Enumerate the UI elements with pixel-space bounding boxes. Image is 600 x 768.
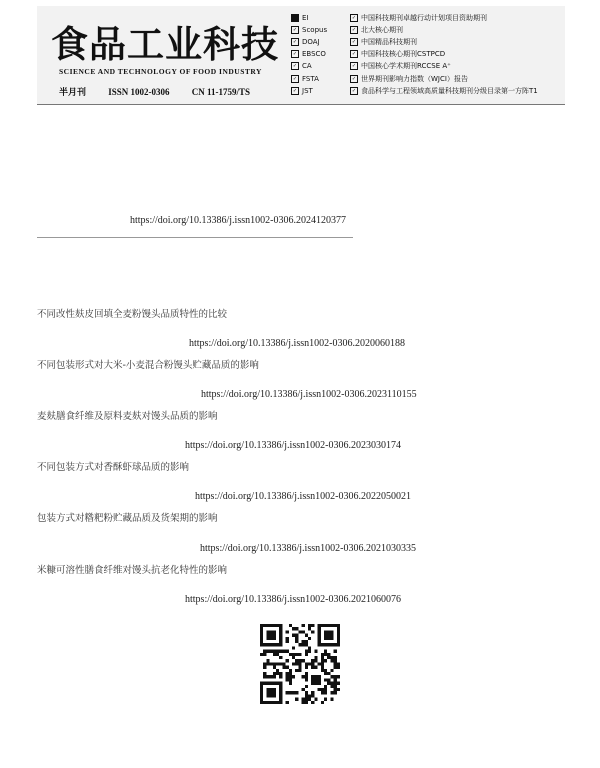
doi-divider: [37, 237, 353, 238]
index-item: ✓ 中国科技核心期刊CSTPCD: [351, 50, 446, 59]
related-article-doi[interactable]: https://doi.org/10.13386/j.issn1002-0306.2021030335: [200, 543, 416, 554]
index-item: ✓ 北大核心期刊: [351, 26, 403, 35]
related-article-doi[interactable]: https://doi.org/10.13386/j.issn1002-0306.2023030174: [185, 440, 401, 451]
issn-label: ISSN 1002-0306: [108, 87, 170, 97]
checkbox-checked-icon: ✓: [292, 27, 298, 34]
related-article-title[interactable]: 不同包装形式对大米-小麦混合粉馒头贮藏品质的影响: [37, 360, 259, 371]
related-article-doi[interactable]: https://doi.org/10.13386/j.issn1002-0306.2020060188: [189, 338, 405, 349]
checkbox-checked-icon: ✓: [351, 27, 357, 34]
journal-header: [37, 6, 565, 104]
checkbox-filled-icon: [291, 14, 299, 22]
cn-label: CN 11-1759/TS: [191, 87, 251, 97]
related-article-doi[interactable]: https://doi.org/10.13386/j.issn1002-0306.2021060076: [185, 594, 401, 605]
index-item: ✓ JST: [292, 86, 313, 95]
related-article-doi[interactable]: https://doi.org/10.13386/j.issn1002-0306.2023110155: [201, 389, 417, 400]
checkbox-checked-icon: ✓: [351, 51, 357, 58]
checkbox-checked-icon: ✓: [292, 63, 298, 70]
index-item: ✓ DOAJ: [292, 38, 320, 47]
index-item: ✓ FSTA: [292, 74, 319, 83]
index-item: ✓ 中国核心学术期刊RCCSE A⁺: [351, 62, 451, 71]
checkbox-checked-icon: ✓: [292, 87, 298, 94]
index-list-right: [350, 12, 538, 97]
article-doi-link[interactable]: https://doi.org/10.13386/j.issn1002-0306.2024120377: [130, 215, 346, 226]
index-item: ✓ CA: [292, 62, 312, 71]
checkbox-checked-icon: ✓: [351, 15, 357, 22]
checkbox-checked-icon: ✓: [351, 75, 357, 82]
related-article-title[interactable]: 米糠可溶性膳食纤维对馒头抗老化特性的影响: [37, 565, 228, 576]
publication-info: [59, 85, 270, 98]
index-item: ✓ Scopus: [292, 26, 328, 35]
checkbox-checked-icon: ✓: [292, 75, 298, 82]
index-item: ✓ 中国精品科技期刊: [351, 38, 417, 47]
checkbox-checked-icon: ✓: [351, 39, 357, 46]
related-article-title[interactable]: 不同包装方式对香酥虾球品质的影响: [37, 462, 190, 473]
checkbox-checked-icon: ✓: [292, 51, 298, 58]
index-item: ✓ 中国科技期刊卓越行动计划项目资助期刊: [351, 14, 487, 23]
related-article-doi[interactable]: https://doi.org/10.13386/j.issn1002-0306.2022050021: [195, 491, 411, 502]
index-list-left: [291, 12, 327, 97]
index-item: ✓ 世界期刊影响力指数（WJCI）报告: [351, 74, 468, 83]
checkbox-checked-icon: ✓: [351, 63, 357, 70]
index-item: ✓ 食品科学与工程领域高质量科技期刊分级目录第一方阵T1: [351, 86, 538, 95]
checkbox-checked-icon: ✓: [351, 87, 357, 94]
checkbox-checked-icon: ✓: [292, 39, 298, 46]
frequency-label: 半月刊: [59, 87, 87, 97]
index-item: ✓ EBSCO: [292, 50, 326, 59]
related-article-title[interactable]: 不同改性麸皮回填全麦粉馒头品质特性的比较: [37, 309, 228, 320]
qr-code-icon: [260, 624, 340, 704]
header-divider: [37, 104, 565, 105]
journal-logo-chinese: 食品工业科技: [51, 22, 279, 66]
journal-logo-english: SCIENCE AND TECHNOLOGY OF FOOD INDUSTRY: [59, 67, 262, 76]
index-item: EI: [291, 12, 327, 24]
related-article-title[interactable]: 麦麸膳食纤维及原料麦麸对馒头品质的影响: [37, 411, 218, 422]
related-article-title[interactable]: 包装方式对糌粑粉贮藏品质及货架期的影响: [37, 513, 218, 524]
